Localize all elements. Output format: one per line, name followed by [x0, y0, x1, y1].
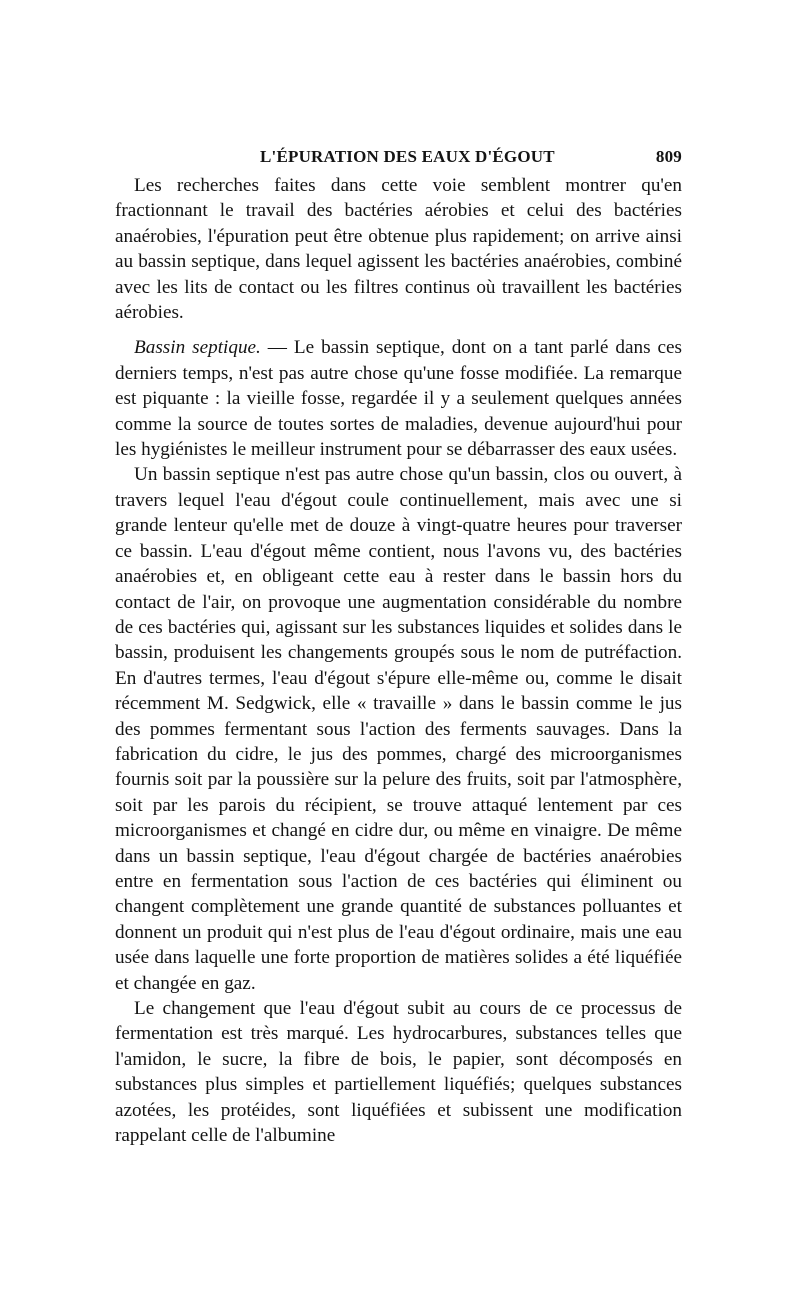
- paragraph-text: Le changement que l'eau d'égout subit au cours de ce processus de fermentation est très marqué. Les hydrocarbures, substances telles que l'amidon, le sucre, la fibre de bois, le papier, sont décomposés en substances plus simples et partiellement liquéfiés; quelques substances azotées, les protéides, sont liquéfiées et subissent une modification rappelant celle de l'albumine: [115, 998, 682, 1147]
- paragraph-definition: [115, 462, 682, 996]
- paragraph-text: Un bassin septique n'est pas autre chose qu'un bassin, clos ou ouvert, à travers lequel l'eau d'égout coule continuellement, mais avec une si grande lenteur qu'elle met de douze à vingt-quatre heures pour traverser ce bassin. L'eau d'égout même contient, nous l'avons vu, des bactéries anaérobies et, en obligeant cette eau à rester dans le bassin hors du contact de l'air, on provoque une augmentation considérable du nombre de ces bactéries qui, agissant sur les substances liquides et solides dans le bassin, produisent les changements groupés sous le nom de putréfaction. En d'autres termes, l'eau d'égout s'épure elle-même ou, comme le disait récemment M. Sedgwick, elle « travaille » dans le bassin comme le jus des pommes fermentant sous l'action des ferments sauvages. Dans la fabrication du cidre, le jus des pommes, chargé des microorganismes fournis soit par la poussière sur la pelure des fruits, soit par l'atmosphère, soit par les parois du récipient, se trouve attaqué lentement par ces microorganismes et changé en cidre dur, ou même en vinaigre. De même dans un bassin septique, l'eau d'égout chargée de bactéries anaérobies entre en fermentation sous l'action de ces bactéries qui éliminent ou changent complètement une grande quantité de substances polluantes et donnent un produit qui n'est plus de l'eau d'égout ordinaire, mais une eau usée dans laquelle une forte proportion de matières solides a été liquéfiée et changée en gaz.: [115, 464, 682, 994]
- paragraph-changement: [115, 996, 682, 1148]
- paragraph-text: Les recherches faites dans cette voie semblent montrer qu'en fractionnant le travail des bactéries aérobies et celui des bactéries anaérobies, l'épuration peut être obtenue plus rapidement; on arrive ainsi au bassin septique, dans lequel agissent les bactéries anaérobies, combiné avec les lits de contact ou les filtres continus où travaillent les bactéries aérobies.: [115, 175, 682, 324]
- page-number: 809: [655, 147, 682, 166]
- body-text: [115, 173, 682, 1148]
- paragraph-bassin-septique: [115, 335, 682, 462]
- book-page: [115, 143, 682, 1148]
- paragraph-text: — Le bassin septique, dont on a tant parlé dans ces derniers temps, n'est pas autre chose qu'une fosse modifiée. La remarque est piquante : la vieille fosse, regardée il y a seulement quelques années comme la source de toutes sortes de maladies, devenue aujourd'hui pour les hygiénistes le meilleur instrument pour se débarrasser des eaux usées.: [115, 337, 682, 461]
- running-title: L'ÉPURATION DES EAUX D'ÉGOUT: [260, 147, 555, 166]
- section-heading: Bassin septique.: [134, 337, 261, 359]
- paragraph-intro: [115, 173, 682, 325]
- running-header: [115, 143, 682, 173]
